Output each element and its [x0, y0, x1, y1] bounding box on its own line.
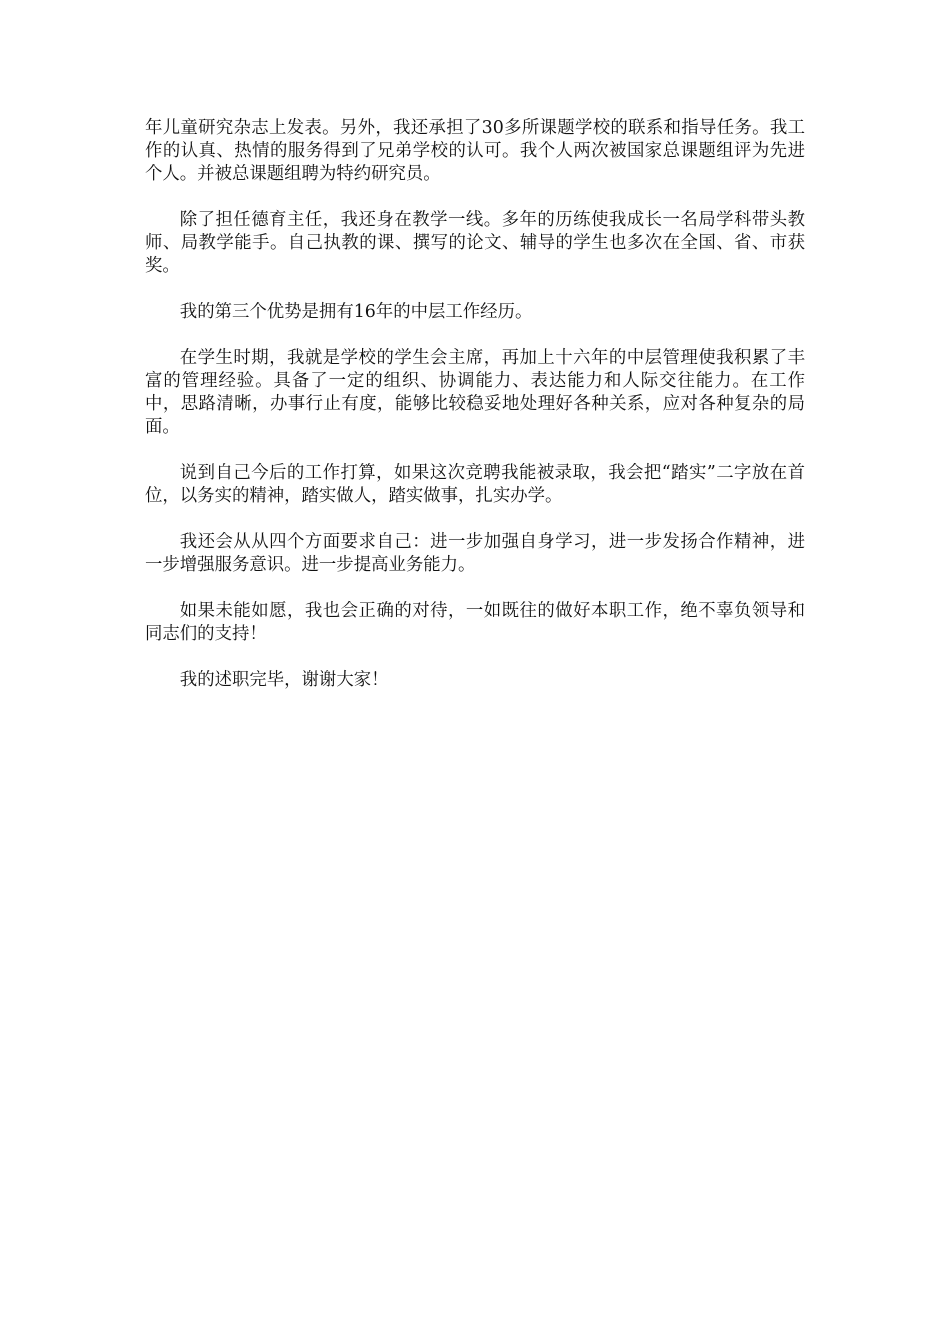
paragraph: 我的第三个优势是拥有16年的中层工作经历。	[179, 302, 533, 322]
paragraph: 说到自己今后的工作打算，如果这次竞聘我能被录取，我会把“踏实”二字放在首位，以务实的精神，踏实做人，踏实做事，扎实办学。	[145, 463, 805, 506]
paragraph: 除了担任德育主任，我还身在教学一线。多年的历练使我成长一名局学科带头教师、局教学能手。自己执教的课、撰写的论文、辅导的学生也多次在全国、省、市获奖。	[145, 210, 805, 276]
paragraph: 年儿童研究杂志上发表。另外，我还承担了30多所课题学校的联系和指导任务。我工作的认真、热情的服务得到了兄弟学校的认可。我个人两次被国家总课题组评为先进个人。并被总课题组聘为特约研究员。	[145, 118, 805, 184]
paragraph: 我还会从从四个方面要求自己：进一步加强自身学习，进一步发扬合作精神，进一步增强服务意识。进一步提高业务能力。	[145, 532, 805, 575]
paragraph: 如果未能如愿，我也会正确的对待，一如既往的做好本职工作，绝不辜负领导和同志们的支持！	[145, 601, 805, 644]
paragraph: 我的述职完毕，谢谢大家！	[179, 670, 389, 690]
document-body	[145, 117, 805, 715]
paragraph: 在学生时期，我就是学校的学生会主席，再加上十六年的中层管理使我积累了丰富的管理经验。具备了一定的组织、协调能力、表达能力和人际交往能力。在工作中，思路清晰，办事行止有度，能够比较稳妥地处理好各种关系，应对各种复杂的局面。	[145, 348, 805, 437]
